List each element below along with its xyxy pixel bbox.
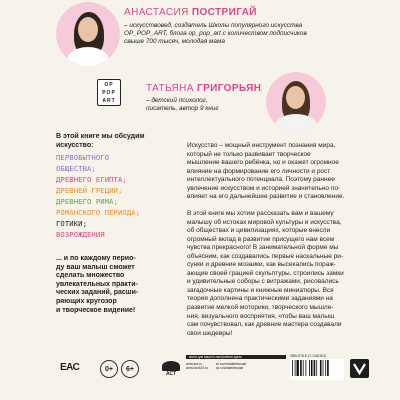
era-item: ДРЕВНЕГО РИМА; <box>56 197 118 206</box>
author1-name: АНАСТАСИЯ ПОСТРИГАЙ <box>124 7 257 18</box>
isbn-label: ISBN 978-5-17-134018-8 <box>290 354 326 358</box>
era-item: ВОЗРОЖДЕНИЯ <box>56 230 105 239</box>
era-item: ГОТИКИ; <box>56 219 87 228</box>
author1-description: – искусствовед, создатель Школы популярного искусства OP_POP_ART, блога op_pop_art с количеством подписчиков свыше 700 тысяч, молодая мама <box>124 22 307 45</box>
author1-photo <box>56 2 120 66</box>
intro-text: В этой книге мы обсудим искусство: <box>56 133 145 149</box>
author2-photo <box>266 72 326 132</box>
era-item: ДРЕВНЕГО ЕГИПТА; <box>56 175 127 184</box>
era-item: ДРЕВНЕЙ ГРЕЦИИ; <box>56 186 123 195</box>
era-item: РОМАНСКОГО ПЕРИОДА; <box>56 208 141 217</box>
age-rating-0: 0+ <box>100 360 118 378</box>
author2-name: ТАТЬЯНА ГРИГОРЬЯН <box>146 83 262 94</box>
era-item: ПЕРВОБЫТНОГО <box>56 153 110 162</box>
eac-mark: ЕАС <box>60 362 80 373</box>
age-rating-6: 6+ <box>121 360 139 378</box>
publisher-info: книги для вашего настроения здесь www.ast.ru www.book24.ru vk.com/izdatelstvoast ok.ru/izdatelstvoast <box>186 355 286 370</box>
barcode <box>290 359 344 380</box>
publisher-v-logo <box>350 359 369 378</box>
main-paragraph-1: Искусство – мощный инструмент познания мира, который не только развивает творческое мышление вашего ребёнка, но и окажет огромное влияние на формирование его личности и рост интеллектуального потенциала. Поэтому раннее увлечение искусством и историей значительно по- влияет на его дальнейшее развитие и становление. <box>187 142 345 201</box>
publisher-strip: книги для вашего настроения здесь <box>186 355 286 359</box>
era-item: ОБЩЕСТВА; <box>56 164 96 173</box>
era-list <box>56 152 176 240</box>
author2-description: – детский психолог, писатель, автор 9 книг <box>146 97 219 112</box>
main-paragraph-2: В этой книге мы хотим рассказать вам и вашему малышу об истоках мировой культуры и искусства, об обществах и цивилизациях, которые внесли огромный вклад в развитие присущего нам всем чувства прекрасного! В занимательной форме мы объясним, как создавались первые наскальные ри- сунки и древние мозаики, как высекались пораж- ающие своей грацией скульптуры, строились замки и удивительные соборы с витражами, рисовались загадочные картины и книжные миниатюры. Вся теория дополнена практическими заданиями на развитие мелкой моторики, творческого мышле- ния, визуального восприятия, чтобы ваш малыш сам почувствовал, как древние мастера создавали свои шедевры! <box>187 210 344 337</box>
op-pop-art-logo: OP POP ART <box>97 79 121 106</box>
v-icon <box>350 359 369 378</box>
outro-text: ... и по каждому перио- ду ваш малыш сможет сделать множество увлекательных практи- ческих заданий, расши- ряющих кругозор и творческое видение! <box>56 255 139 314</box>
ast-logo: АСТ <box>160 361 182 379</box>
